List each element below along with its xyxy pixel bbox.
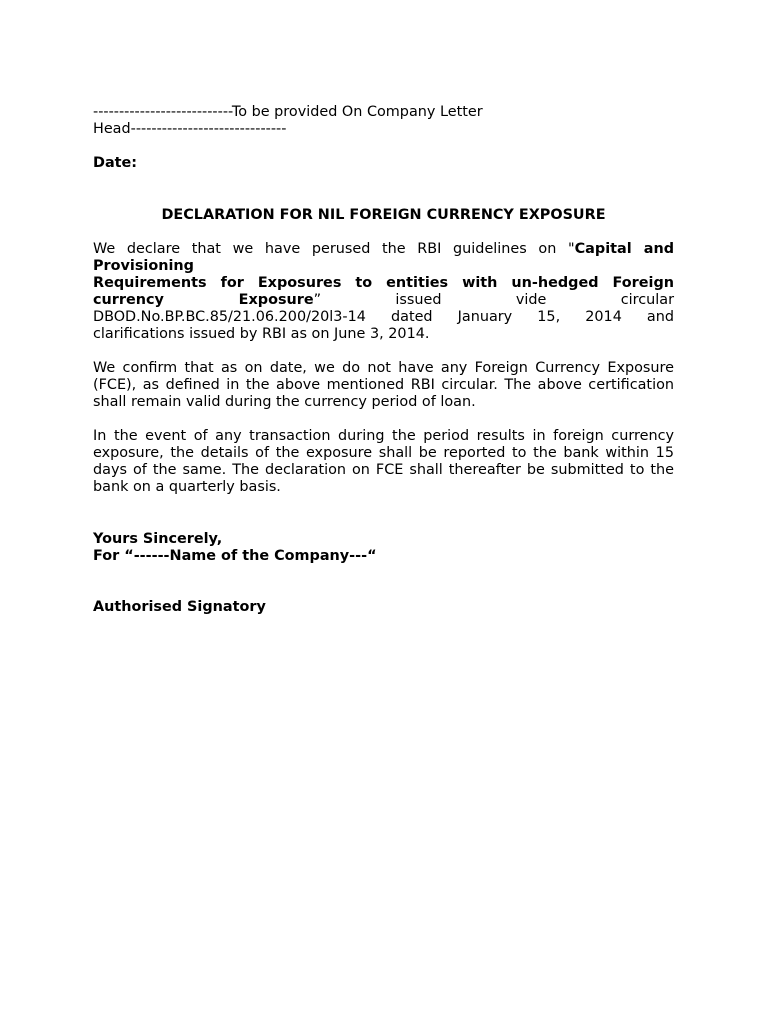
declaration-paragraph	[93, 241, 674, 343]
confirmation-paragraph: We confirm that as on date, we do not have any Foreign Currency Exposure (FCE), as defined in the above mentioned RBI circular. The above certification shall remain valid during the currency period of loan.	[93, 360, 674, 410]
para1-line-1	[93, 241, 674, 275]
letterhead-placeholder	[93, 104, 674, 138]
para1-line-3	[93, 292, 674, 309]
document-title: DECLARATION FOR NIL FOREIGN CURRENCY EXPOSURE	[161, 207, 606, 223]
letterhead-line-1: ---------------------------To be provided On Company Letter	[93, 104, 483, 120]
para1-rest: ” issued vide circular	[313, 292, 674, 308]
letterhead-line-2: Head------------------------------	[93, 121, 287, 137]
document-page	[93, 104, 674, 616]
authorised-signatory: Authorised Signatory	[93, 599, 266, 615]
closing-salutation: Yours Sincerely,	[93, 531, 223, 547]
para1-intro: We declare that we have perused the RBI guidelines on "	[93, 241, 575, 257]
para1-bold-title-2: Requirements for Exposures to entities with un-hedged Foreign	[93, 275, 674, 291]
event-paragraph: In the event of any transaction during the period results in foreign currency exposure, the details of the exposure shall be reported to the bank within 15 days of the same. The declaration on FCE shall thereafter be submitted to the bank on a quarterly basis.	[93, 428, 674, 495]
closing-block	[93, 531, 674, 565]
date-label: Date:	[93, 155, 138, 171]
para1-line-4: DBOD.No.BP.BC.85/21.06.200/20l3-14 dated January 15, 2014 and	[93, 309, 674, 325]
closing-company: For “------Name of the Company---“	[93, 548, 377, 564]
para1-bold-title-1: Capital and Provisioning	[93, 241, 675, 274]
para1-line-5: clarifications issued by RBI as on June 3, 2014.	[93, 326, 430, 342]
para1-bold-title-3: currency Exposure	[93, 292, 314, 308]
